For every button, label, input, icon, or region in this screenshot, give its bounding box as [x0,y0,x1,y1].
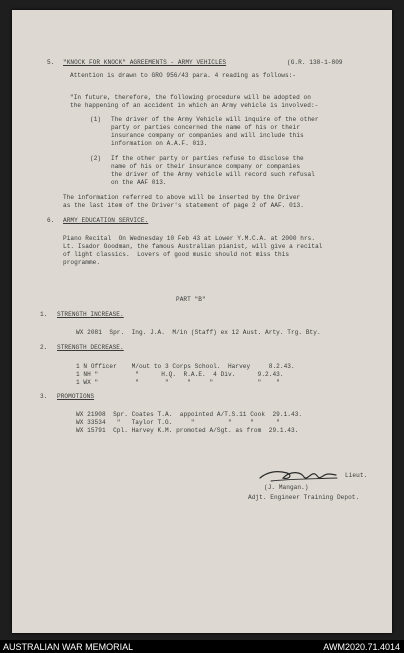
section-5-closing-line-2: as the last item of the Driver's statement of page 2 of AAF. 013. [63,202,304,209]
signatory-role: Adjt. Engineer Training Depot. [248,494,360,501]
section-6-title: ARMY EDUCATION SERVICE. [63,217,149,224]
signatory-rank: Lieut. [345,472,368,479]
section-5-quote-line-1: "In future, therefore, the following procedure will be adopted on [70,94,311,101]
section-5-quote-line-2: the happening of an accident in which an Army vehicle is involved:- [70,102,319,109]
item-2-number: (2) [90,155,102,162]
promotions-number: 3. [40,393,48,400]
item-2-line-4: on the AAF 013. [111,179,167,186]
section-6-line-2: Lt. Isador Goodman, the famous Australian pianist, will give a recital [63,243,323,250]
item-2-line-2: name of his or their insurance company or companies [111,163,301,170]
section-5-closing-line-1: The information referred to above will be inserted by the Driver [63,194,301,201]
section-5-reference: (G.R. 138-1-809 [287,59,343,66]
item-1-number: (1) [90,116,102,123]
footer-accession-number: AWM2020.71.4014 [323,642,400,652]
promotion-entry-1: WX 21908 Spr. Coates T.A. appointed A/T.S.11 Cook 29.1.43. [76,411,303,418]
strength-increase-title: STRENGTH INCREASE. [57,311,124,318]
strength-decrease-entry-1: 1 N Officer M/out to 3 Corps School. Harvey 8.2.43. [76,363,295,370]
section-6-line-4: programme. [63,259,101,266]
section-6-number: 6. [47,217,55,224]
strength-decrease-title: STRENGTH DECREASE. [57,344,124,351]
strength-decrease-number: 2. [40,344,48,351]
strength-increase-entry: WX 2081 Spr. Ing. J.A. M/in (Staff) ex 12 Aust. Arty. Trg. Bty. [76,329,321,336]
item-1-line-2: party or parties concerned the name of his or their [111,124,301,131]
handwritten-signature [257,462,339,486]
section-5-title: "KNOCK FOR KNOCK" AGREEMENTS - ARMY VEHICLES [63,59,227,66]
archive-footer [0,640,404,653]
section-5-intro: Attention is drawn to GRO 956/43 para. 4 reading as follows:- [70,72,297,79]
section-6-line-1: Piano Recital On Wednesday 10 Feb 43 at Lower Y.M.C.A. at 2000 hrs. [63,235,316,242]
promotions-title: PROMOTIONS [57,393,95,400]
strength-increase-number: 1. [40,311,48,318]
item-1-line-4: information on A.A.F. 013. [111,140,208,147]
strength-decrease-entry-3: 1 WX " " " " " " " [76,379,280,386]
promotion-entry-3: WX 15791 Cpl. Harvey K.M. promoted A/Sgt. as from 29.1.43. [76,427,299,434]
item-1-line-1: The driver of the Army Vehicle will inquire of the other [111,116,319,123]
strength-decrease-entry-2: 1 NH " " H.Q. R.A.E. 4 Div. 9.2.43. [76,371,284,378]
document-page [12,10,392,633]
signatory-name: (J. Mangan.) [264,484,309,491]
footer-institution: AUSTRALIAN WAR MEMORIAL [3,642,134,652]
item-2-line-1: If the other party or parties refuse to disclose the [111,155,304,162]
section-5-number: 5. [47,59,55,66]
item-1-line-3: insurance company or companies and will include this [111,132,304,139]
promotion-entry-2: WX 33534 " Taylor T.G. " " " " [76,419,280,426]
item-2-line-3: the driver of the Army vehicle will record such refusal [111,171,315,178]
part-b-heading: PART "B" [176,296,206,303]
section-6-line-3: of light classics. Lovers of good music should not miss this [63,251,290,258]
